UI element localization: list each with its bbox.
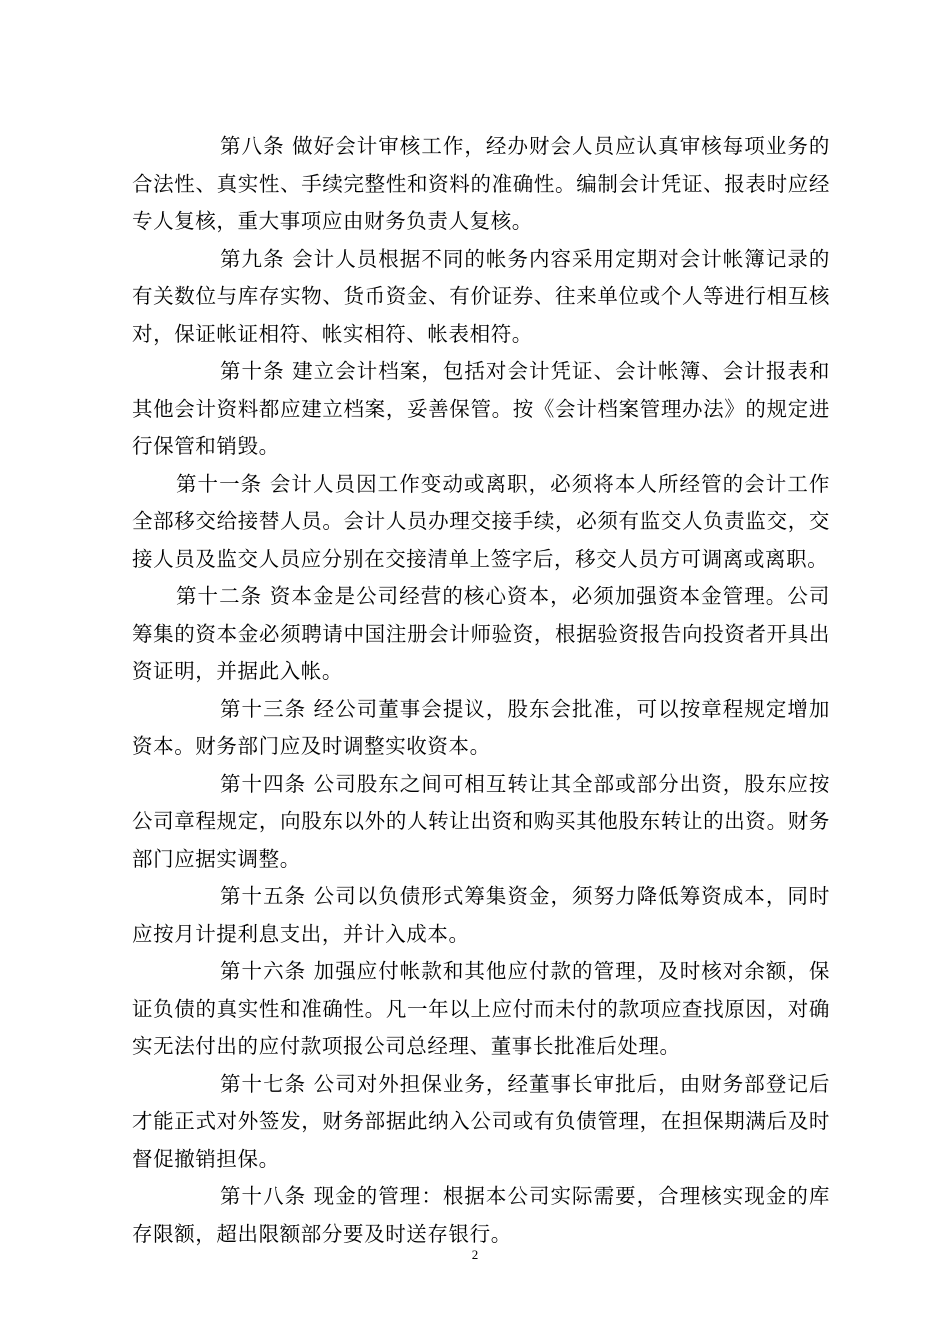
article-8-paragraph: 第八条 做好会计审核工作，经办财会人员应认真审核每项业务的合法性、真实性、手续完整性和资料的准确性。编制会计凭证、报表时应经专人复核，重大事项应由财务负责人复核。 (132, 134, 830, 233)
document-body (132, 128, 830, 1253)
article-11-paragraph: 第十一条 会计人员因工作变动或离职，必须将本人所经管的会计工作全部移交给接替人员。会计人员办理交接手续，必须有监交人负责监交，交接人员及监交人员应分别在交接清单上签字后，移交人员方可调离或离职。 (132, 471, 830, 571)
article-16-paragraph: 第十六条 加强应付帐款和其他应付款的管理，及时核对余额，保证负债的真实性和准确性。凡一年以上应付而未付的款项应查找原因，对确实无法付出的应付款项报公司总经理、董事长批准后处理。 (132, 959, 830, 1058)
article-18-paragraph: 第十八条 现金的管理：根据本公司实际需要，合理核实现金的库存限额，超出限额部分要及时送存银行。 (132, 1184, 830, 1246)
article-14-paragraph: 第十四条 公司股东之间可相互转让其全部或部分出资，股东应按公司章程规定，向股东以外的人转让出资和购买其他股东转让的出资。财务部门应据实调整。 (132, 771, 830, 871)
article-13-paragraph: 第十三条 经公司董事会提议，股东会批准，可以按章程规定增加资本。财务部门应及时调整实收资本。 (132, 696, 830, 758)
article-15-paragraph: 第十五条 公司以负债形式筹集资金，须努力降低筹资成本，同时应按月计提利息支出，并计入成本。 (132, 884, 830, 946)
article-10-paragraph: 第十条 建立会计档案，包括对会计凭证、会计帐簿、会计报表和其他会计资料都应建立档案，妥善保管。按《会计档案管理办法》的规定进行保管和销毁。 (132, 359, 830, 458)
article-9-paragraph: 第九条 会计人员根据不同的帐务内容采用定期对会计帐簿记录的有关数位与库存实物、货币资金、有价证券、往来单位或个人等进行相互核对，保证帐证相符、帐实相符、帐表相符。 (132, 246, 830, 346)
article-12-paragraph: 第十二条 资本金是公司经营的核心资本，必须加强资本金管理。公司筹集的资本金必须聘请中国注册会计师验资，根据验资报告向投资者开具出资证明，并据此入帐。 (132, 584, 830, 683)
page-number: 2 (471, 1247, 479, 1262)
article-17-paragraph: 第十七条 公司对外担保业务，经董事长审批后，由财务部登记后才能正式对外签发，财务部据此纳入公司或有负债管理，在担保期满后及时督促撤销担保。 (132, 1071, 830, 1171)
